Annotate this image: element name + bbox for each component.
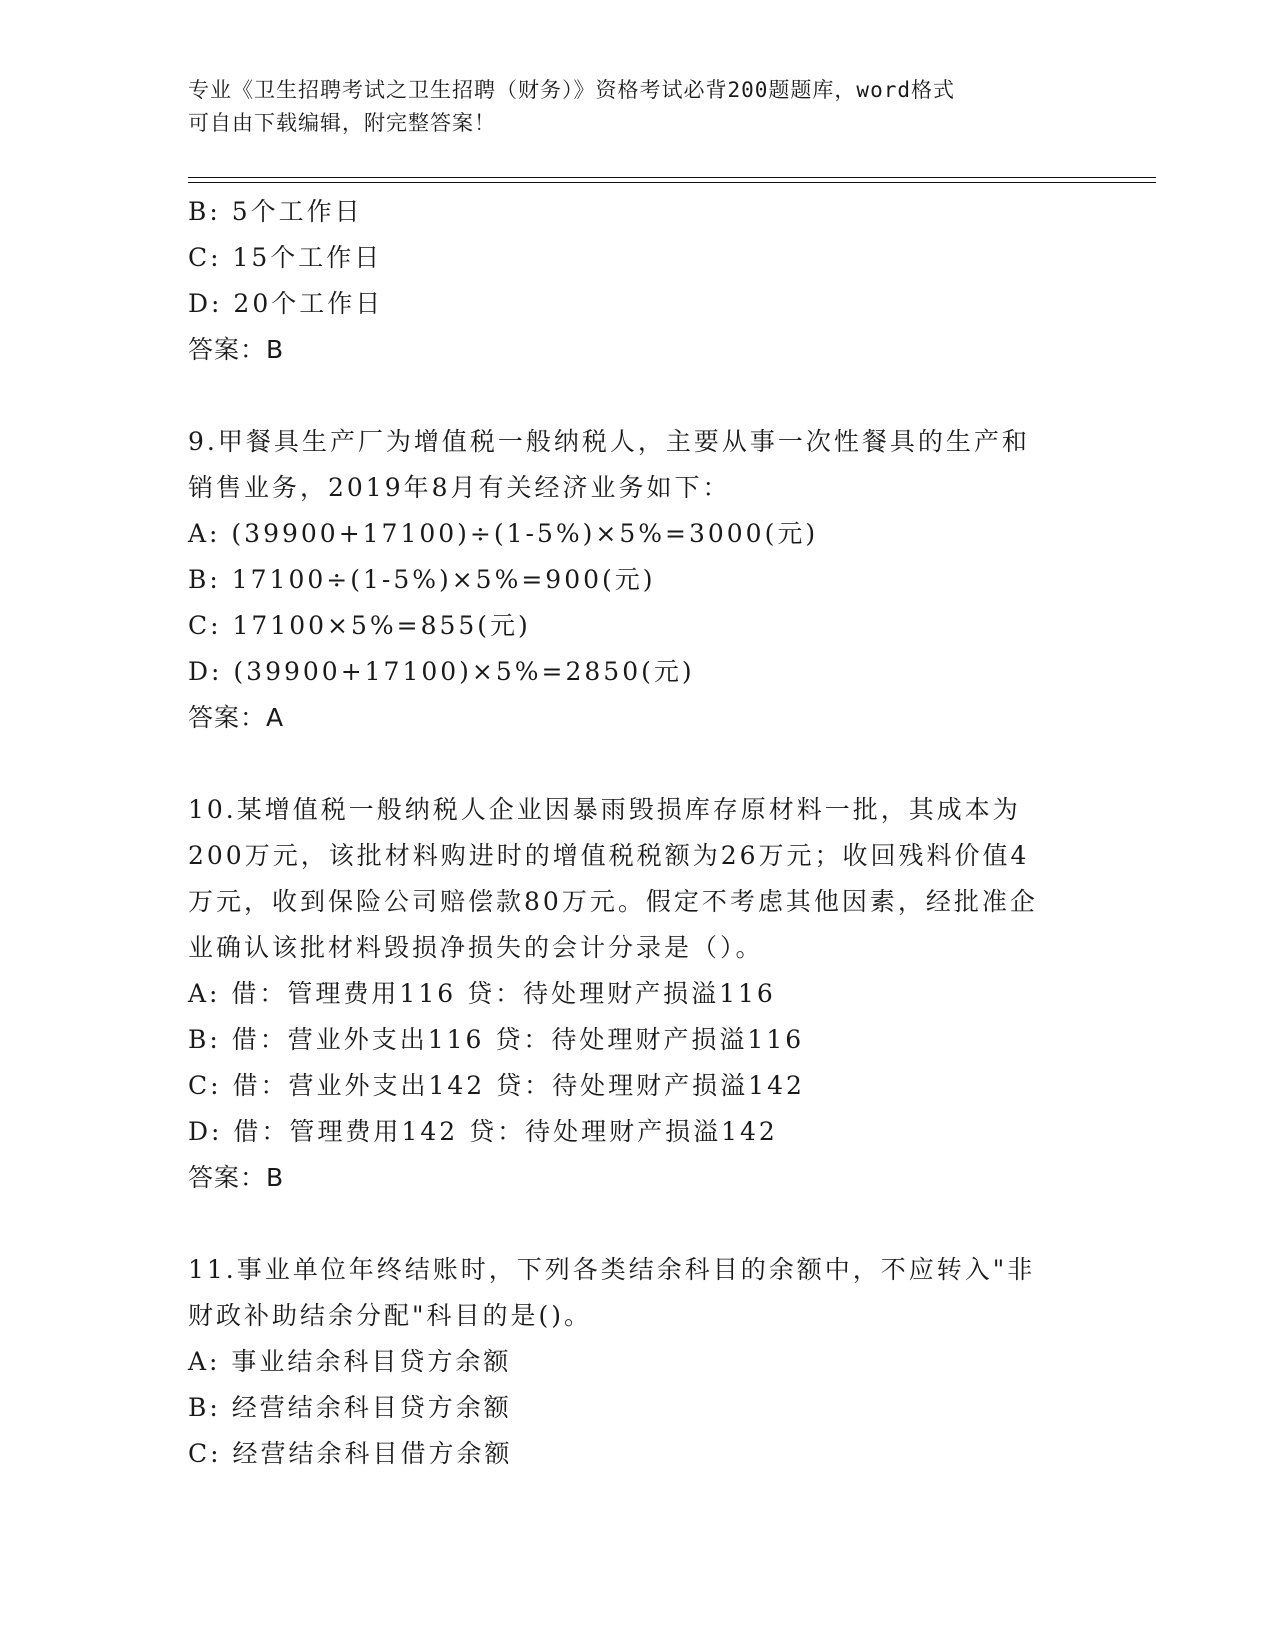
question-10 <box>188 787 1088 1201</box>
option-a: A: (39900+17100)÷(1-5%)×5%=3000(元) <box>188 519 819 548</box>
option-b: B: 5个工作日 <box>188 197 363 226</box>
answer-line: 答案：B <box>188 1163 285 1192</box>
option-c: C: 15个工作日 <box>188 243 383 272</box>
question-stem-line: 200万元，该批材料购进时的增值税税额为26万元；收回残料价值4 <box>188 841 1030 870</box>
option-c: C: 17100×5%=855(元) <box>188 611 531 640</box>
question-stem-line: 11.事业单位年终结账时，下列各类结余科目的余额中，不应转入"非 <box>188 1255 1036 1284</box>
option-d: D: 20个工作日 <box>188 289 384 318</box>
question-stem-line: 业确认该批材料毁损净损失的会计分录是（）。 <box>188 933 764 962</box>
option-b: B: 借：营业外支出116 贷：待处理财产损溢116 <box>188 1025 805 1054</box>
option-a: A: 事业结余科目贷方余额 <box>188 1347 512 1376</box>
header-divider-bottom <box>188 182 1156 183</box>
question-stem-line: 9.甲餐具生产厂为增值税一般纳税人，主要从事一次性餐具的生产和 <box>188 427 1030 456</box>
header-line-2: 可自由下载编辑，附完整答案！ <box>188 111 496 135</box>
option-b: B: 17100÷(1-5%)×5%=900(元) <box>188 565 656 594</box>
option-d: D: (39900+17100)×5%=2850(元) <box>188 657 695 686</box>
spacer <box>188 373 1088 419</box>
header-line-1: 专业《卫生招聘考试之卫生招聘（财务）》资格考试必背200题题库，word格式 <box>188 78 955 102</box>
question-9 <box>188 419 1088 741</box>
answer-line: 答案：B <box>188 335 285 364</box>
option-c: C: 借：营业外支出142 贷：待处理财产损溢142 <box>188 1071 805 1100</box>
answer-line: 答案：A <box>188 703 285 732</box>
question-stem-line: 10.某增值税一般纳税人企业因暴雨毁损库存原材料一批，其成本为 <box>188 795 1021 824</box>
question-stem-line: 万元，收到保险公司赔偿款80万元。假定不考虑其他因素，经批准企 <box>188 887 1038 916</box>
spacer <box>188 741 1088 787</box>
option-d: D: 借：管理费用142 贷：待处理财产损溢142 <box>188 1117 778 1146</box>
option-b: B: 经营结余科目贷方余额 <box>188 1393 512 1422</box>
question-stem-line: 财政补助结余分配"科目的是()。 <box>188 1301 593 1330</box>
question-content <box>188 189 1088 1477</box>
option-a: A: 借：管理费用116 贷：待处理财产损溢116 <box>188 979 776 1008</box>
question-stem-line: 销售业务，2019年8月有关经济业务如下： <box>188 473 731 502</box>
header-divider-top <box>188 177 1156 178</box>
spacer <box>188 1201 1088 1247</box>
document-header <box>188 74 1088 140</box>
option-c: C: 经营结余科目借方余额 <box>188 1439 513 1468</box>
question-8 <box>188 189 1088 373</box>
question-11 <box>188 1247 1088 1477</box>
